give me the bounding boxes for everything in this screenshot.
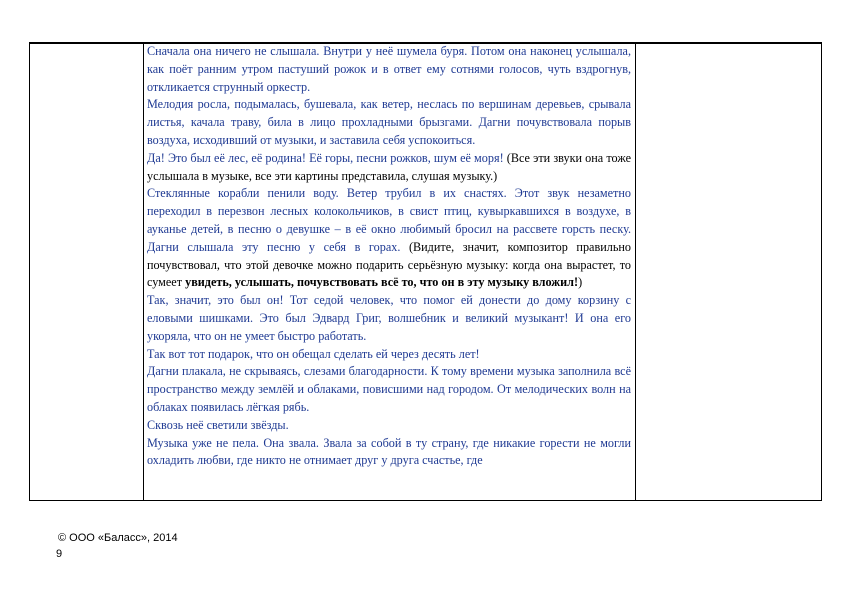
page-number: 9 bbox=[56, 548, 63, 560]
paragraph-2: Мелодия росла, подымалась, бушевала, как ветер, неслась по вершинам деревьев, срывала листья, качала траву, била в лицо прохладными брызгами. Дагни почувствовала порыв воздуха, исходивший от музыки, и заставила себя успокоиться. bbox=[147, 97, 631, 147]
table-bottom-border bbox=[29, 500, 822, 501]
paragraph-3: Да! Это был её лес, её родина! Её горы, песни рожков, шум её моря! (Все эти звуки она тоже услышала в музыке, все эти картины представила, слушая музыку.) bbox=[147, 150, 631, 183]
column-divider-2 bbox=[635, 42, 636, 501]
table-left-border bbox=[29, 42, 30, 501]
paragraph-7: Дагни плакала, не скрываясь, слезами благодарности. К тому времени музыка заполнила всё пространство между землёй и облаками, повисшими над городом. От мелодических волн на облаках появилась лёгкая рябь. bbox=[147, 364, 631, 414]
column-divider-1 bbox=[143, 42, 144, 501]
paragraph-4: Стеклянные корабли пенили воду. Ветер трубил в их снастях. Этот звук незаметно переходил в перезвон лесных колокольчиков, в свист птиц, кувыркавшихся в воздухе, в ауканье детей, в песню о девушке – в её окно любимый бросил на рассвете горсть песку. Дагни слышала эту песню у себя в горах. (Видите, значит, композитор правильно почувствовал, что этой девочке можно подарить серьёзную музыку: когда она вырастет, то сумеет увидеть, услышать, почувствовать всё то, что он в эту музыку вложил!) bbox=[147, 186, 631, 290]
copyright-footer: © ООО «Баласс», 2014 bbox=[58, 532, 178, 544]
paragraph-1: Сначала она ничего не слышала. Внутри у неё шумела буря. Потом она наконец услышала, как поёт ранним утром пастуший рожок и в ответ ему сотнями голосов, чуть вздрогнув, откликается струнный оркестр. bbox=[147, 44, 631, 94]
table-right-border bbox=[821, 42, 822, 501]
paragraph-9: Музыка уже не пела. Она звала. Звала за собой в ту страну, где никакие горести не могли охладить любви, где никто не отнимает друг у друга счастье, где bbox=[147, 435, 631, 468]
text-cell bbox=[147, 43, 631, 500]
paragraph-5: Так, значит, это был он! Тот седой человек, что помог ей донести до дому корзину с еловыми шишками. Это был Эдвард Григ, волшебник и великий музыкант! И она его укоряла, что он не умеет быстро работать. bbox=[147, 293, 631, 343]
paragraph-6: Так вот тот подарок, что он обещал сделать ей через десять лет! bbox=[147, 346, 480, 361]
paragraph-8: Сквозь неё светили звёзды. bbox=[147, 417, 289, 432]
